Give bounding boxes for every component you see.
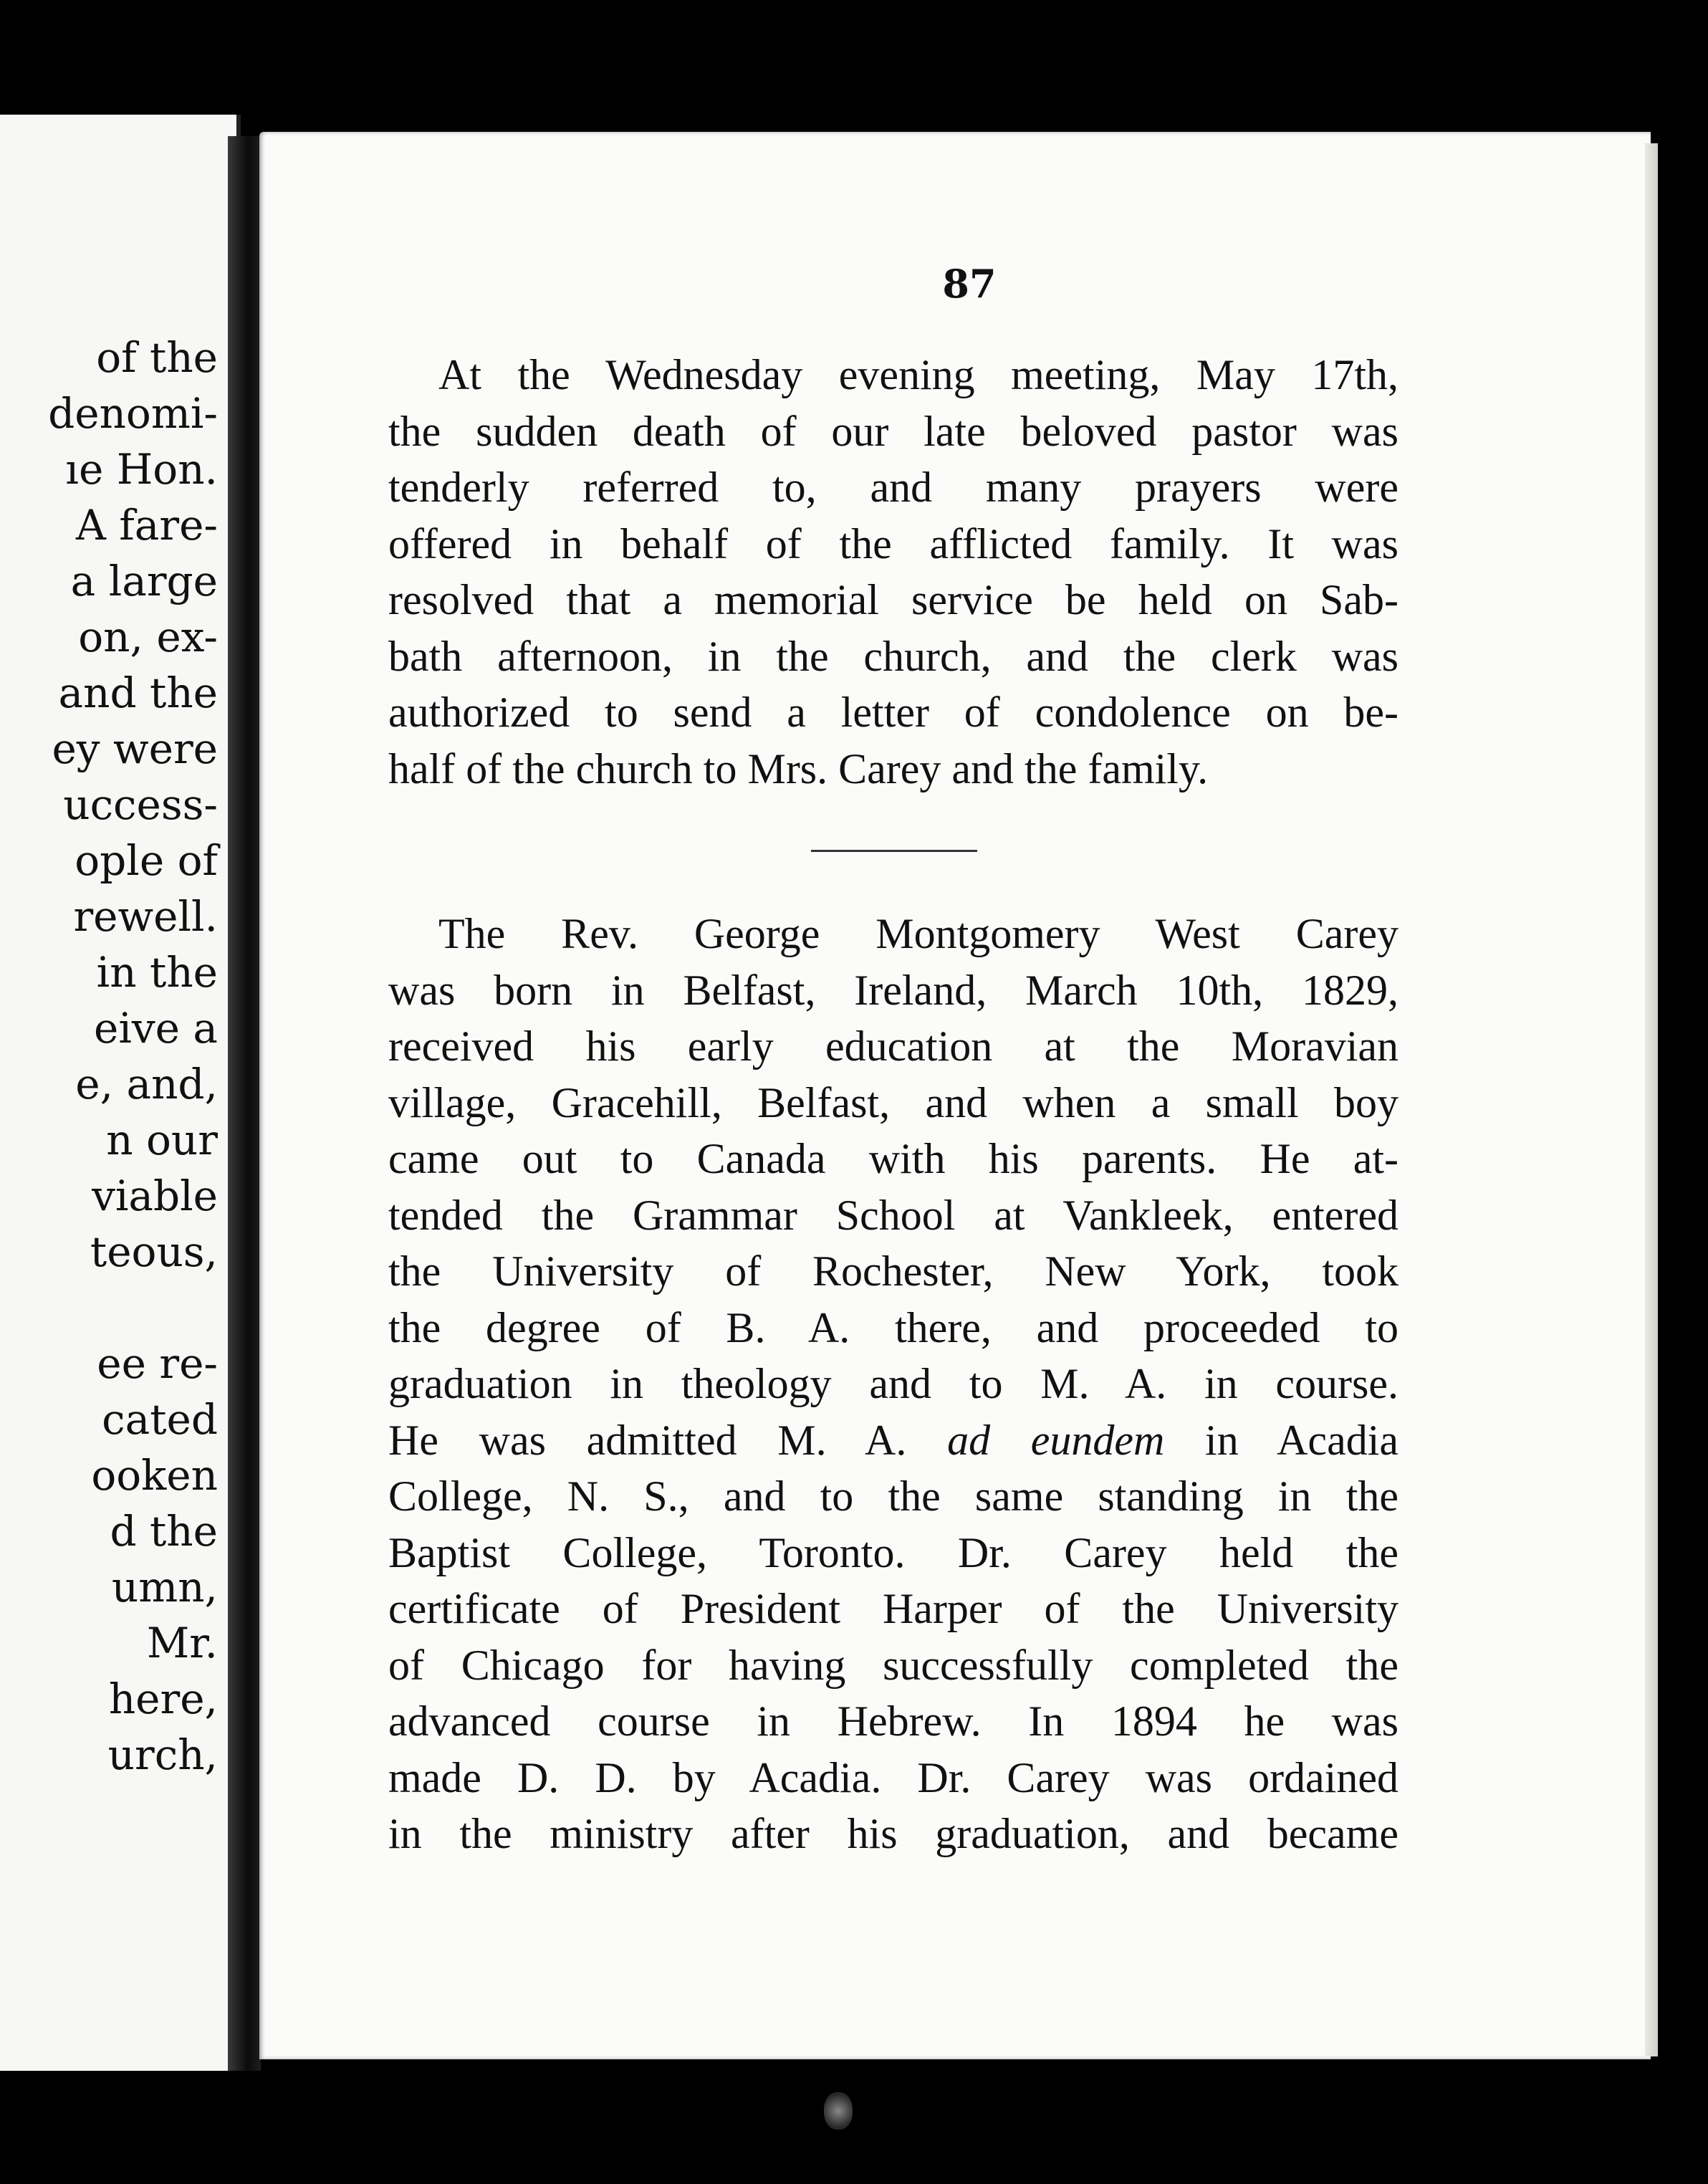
previous-page-line: rewell. — [73, 892, 218, 941]
previous-page-line: e, and, — [75, 1060, 218, 1108]
text-line: the sudden death of our late beloved pastor was — [388, 407, 1398, 455]
text-line: College, N. S., and to the same standing in the — [388, 1472, 1398, 1520]
text-line: graduation in theology and to M. A. in course. — [388, 1360, 1398, 1407]
previous-page-line: eive a — [94, 1004, 218, 1053]
text-line: in the ministry after his graduation, and became — [388, 1810, 1398, 1857]
text-line: offered in behalf of the afflicted family. It was — [388, 519, 1398, 567]
text-line: made D. D. by Acadia. Dr. Carey was ordained — [388, 1753, 1398, 1801]
previous-page-line: Mr. — [146, 1619, 218, 1667]
previous-page-line: a large — [70, 557, 218, 605]
previous-page-text — [48, 330, 218, 1783]
previous-page-line: teous, — [90, 1227, 218, 1276]
previous-page-line: ooken — [91, 1451, 218, 1500]
page-edge — [1645, 143, 1658, 2056]
text-line: advanced course in Hebrew. In 1894 he was — [388, 1697, 1398, 1745]
text-line-with-italic — [388, 1412, 1398, 1469]
previous-page-line: umn, — [111, 1563, 218, 1611]
previous-page-line: ee re- — [97, 1339, 218, 1388]
previous-page-line: denomi- — [48, 389, 218, 438]
previous-page-line: A fare- — [75, 501, 218, 550]
text-line: village, Gracehill, Belfast, and when a small boy — [388, 1078, 1398, 1126]
previous-page-fragment — [0, 115, 241, 2071]
previous-page-line: ey were — [52, 724, 218, 773]
text-line: the degree of B. A. there, and proceeded to — [388, 1303, 1398, 1351]
section-divider — [811, 850, 977, 852]
text-line: came out to Canada with his parents. He at- — [388, 1135, 1398, 1182]
text-line: Baptist College, Toronto. Dr. Carey held the — [388, 1528, 1398, 1576]
previous-page-line: d the — [110, 1507, 218, 1556]
text-line: half of the church to Mrs. Carey and the family. — [388, 744, 1209, 792]
text-line: bath afternoon, in the church, and the clerk was — [388, 632, 1398, 680]
previous-page-line: ople of — [75, 836, 218, 885]
text-line: of Chicago for having successfully completed the — [388, 1641, 1398, 1689]
previous-page-line: of the — [96, 333, 218, 382]
text-line: was born in Belfast, Ireland, March 10th, 1829, — [388, 966, 1398, 1014]
previous-page-line: urch, — [107, 1730, 218, 1779]
text-run: in Acadia — [1164, 1416, 1398, 1464]
paragraph-memorial-meeting — [388, 347, 1398, 797]
previous-page-line: on, ex- — [78, 613, 218, 661]
previous-page-line: uccess- — [63, 780, 218, 829]
book-gutter — [228, 136, 261, 2071]
previous-page-line: viable — [92, 1172, 218, 1220]
text-line: The Rev. George Montgomery West Carey — [438, 910, 1398, 957]
previous-page-line: here, — [108, 1675, 218, 1723]
page-number: 87 — [942, 261, 997, 307]
text-line: certificate of President Harper of the University — [388, 1585, 1398, 1632]
previous-page-line: cated — [102, 1395, 218, 1444]
previous-page-line: ıe Hon. — [65, 445, 218, 494]
text-line: authorized to send a letter of condolence on be- — [388, 689, 1398, 736]
text-line: the University of Rochester, New York, took — [388, 1247, 1398, 1295]
text-line: received his early education at the Moravian — [388, 1022, 1398, 1070]
scan-smudge — [824, 2092, 853, 2130]
previous-page-line: and the — [58, 669, 218, 717]
text-line: resolved that a memorial service be held on Sab- — [388, 576, 1398, 623]
paragraph-biography — [388, 906, 1398, 1862]
previous-page-line: n our — [106, 1116, 218, 1164]
text-line: tenderly referred to, and many prayers were — [388, 464, 1398, 511]
page-87 — [259, 132, 1651, 2059]
previous-page-line — [48, 1280, 218, 1336]
previous-page-line: in the — [96, 948, 218, 997]
text-line: tended the Grammar School at Vankleek, entered — [388, 1191, 1398, 1239]
text-run: He was admitted M. A. — [388, 1416, 948, 1464]
italic-latin-phrase: ad eundem — [947, 1416, 1165, 1464]
text-line: At the Wednesday evening meeting, May 17th, — [438, 351, 1398, 398]
